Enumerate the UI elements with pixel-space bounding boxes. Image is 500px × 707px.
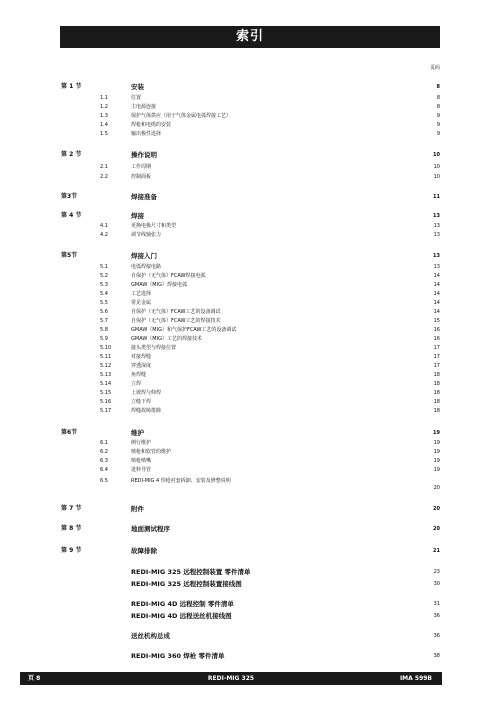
toc-section-row[interactable]: [0, 579, 500, 589]
toc-item-number: 5.6: [100, 309, 108, 315]
toc-item-number: 2.1: [100, 164, 108, 170]
toc-subsection-row[interactable]: [0, 162, 500, 172]
toc-page-number: 15: [433, 318, 440, 324]
toc-section-label: 第 7 节: [61, 505, 82, 512]
toc-item-title: 喷枪喷嘴: [131, 458, 152, 464]
footer-model-name: REDI-MIG 325: [207, 675, 255, 682]
toc-page-number: 8: [436, 104, 440, 110]
toc-page-number: 19: [433, 467, 440, 473]
toc-item-number: 5.3: [100, 282, 108, 288]
toc-item-title: GMAW（MIG）焊接电弧: [131, 282, 187, 288]
toc-page-number: 14: [433, 291, 440, 297]
footer-page-number: 页 8: [28, 675, 41, 682]
toc-item-title: 输出极性选择: [131, 131, 162, 137]
toc-item-title: 送丝机构总成: [131, 632, 170, 640]
toc-item-title: 焊接准备: [131, 193, 157, 201]
toc-item-title: 立缝下焊: [131, 399, 152, 405]
toc-page-number: 8: [436, 95, 440, 101]
toc-page-number: 13: [433, 232, 440, 238]
toc-page-number: 10: [433, 152, 440, 158]
toc-item-number: 6.2: [100, 449, 108, 455]
toc-item-title: 工艺选择: [131, 291, 152, 297]
toc-item-title: 焊缝故障排除: [131, 408, 162, 414]
toc-item-number: 5.8: [100, 327, 108, 333]
toc-page-number: 20: [433, 526, 440, 532]
toc-item-number: 1.1: [100, 95, 108, 101]
toc-page-number: 13: [433, 264, 440, 270]
toc-item-number: 5.1: [100, 264, 108, 270]
toc-page-number: 19: [433, 440, 440, 446]
toc-subsection-row[interactable]: [0, 483, 500, 493]
toc-item-title: REDI-MIG 360 焊枪 零件清单: [131, 652, 225, 660]
toc-item-number: 6.4: [100, 467, 108, 473]
toc-item-number: 2.2: [100, 174, 108, 180]
toc-page-number: 16: [433, 327, 440, 333]
toc-item-number: 5.16: [100, 399, 112, 405]
toc-item-title: 立焊: [131, 381, 142, 387]
toc-section-row[interactable]: [0, 567, 500, 577]
toc-section-row[interactable]: [0, 192, 500, 202]
toc-section-row[interactable]: [0, 611, 500, 621]
toc-item-number: 6.3: [100, 458, 108, 464]
toc-section-label: 第3节: [61, 193, 78, 200]
toc-item-number: 5.7: [100, 318, 108, 324]
toc-section-row[interactable]: [0, 546, 500, 556]
toc-item-number: 5.9: [100, 336, 108, 342]
toc-page-number: 18: [433, 408, 440, 414]
toc-page-number: 31: [433, 601, 440, 607]
toc-item-title: 调节线轴张力: [131, 232, 162, 238]
toc-page-number: 23: [433, 569, 440, 575]
toc-item-title: 位置: [131, 95, 142, 101]
toc-item-title: 焊枪和电缆的安装: [131, 122, 172, 128]
toc-item-title: 例行维护: [131, 440, 152, 446]
toc-item-number: 1.4: [100, 122, 108, 128]
toc-item-number: 5.15: [100, 390, 112, 396]
toc-page-number: 20: [433, 506, 440, 512]
toc-item-title: 上坡焊与仰焊: [131, 390, 162, 396]
toc-page-number: 38: [433, 653, 440, 659]
toc-subsection-row[interactable]: [0, 172, 500, 182]
toc-section-label: 第5节: [61, 252, 78, 259]
toc-section-row[interactable]: [0, 504, 500, 514]
toc-item-number: 6.1: [100, 440, 108, 446]
toc-page-number: 18: [433, 381, 440, 387]
toc-item-title: 故障排除: [131, 547, 157, 555]
toc-page-number: 13: [433, 223, 440, 229]
toc-item-title: 电弧焊接电路: [131, 264, 162, 270]
toc-item-title: 主电源连接: [131, 104, 157, 110]
toc-page-number: 14: [433, 273, 440, 279]
toc-item-title: 喷枪和软管的维护: [131, 449, 172, 455]
toc-item-title: 接头类型与焊接位置: [131, 345, 177, 351]
toc-item-title: 焊接入门: [131, 252, 157, 260]
toc-item-title: REDI-MIG 4 焊枪衬套拆卸、安装及修整说明: [131, 478, 231, 484]
toc-item-number: 4.1: [100, 223, 108, 229]
toc-section-row[interactable]: [0, 428, 500, 438]
toc-page-number: 18: [433, 372, 440, 378]
toc-page-number: 17: [433, 345, 440, 351]
toc-page-number: 14: [433, 309, 440, 315]
toc-page-number: 36: [433, 613, 440, 619]
toc-page-number: 9: [436, 131, 440, 137]
toc-item-number: 1.5: [100, 131, 108, 137]
toc-page-number: 16: [433, 336, 440, 342]
toc-section-row[interactable]: [0, 599, 500, 609]
toc-item-title: 自保护（无气体）FCAW工艺的焊接技术: [131, 318, 221, 324]
toc-page-number: 10: [433, 174, 440, 180]
toc-item-title: 进料导管: [131, 467, 152, 473]
toc-item-title: 自保护（无气体）FCAW工艺的设备调试: [131, 309, 221, 315]
toc-item-number: 5.10: [100, 345, 112, 351]
toc-page-number: 21: [433, 548, 440, 554]
toc-item-number: 1.3: [100, 113, 108, 119]
toc-item-title: 对接焊缝: [131, 354, 152, 360]
toc-page-number: 17: [433, 363, 440, 369]
toc-item-number: 5.14: [100, 381, 112, 387]
toc-item-number: 5.12: [100, 363, 112, 369]
toc-item-number: 5.4: [100, 291, 108, 297]
toc-item-title: 常见金属: [131, 300, 152, 306]
toc-page-number: 14: [433, 282, 440, 288]
toc-section-label: 第 9 节: [61, 547, 82, 554]
toc-page-number: 8: [436, 84, 440, 90]
toc-item-number: 6.5: [100, 478, 108, 484]
toc-page-number: 30: [433, 581, 440, 587]
toc-page-number: 18: [433, 399, 440, 405]
toc-item-number: 5.5: [100, 300, 108, 306]
toc-item-title: 地面测试程序: [131, 525, 170, 533]
toc-section-label: 第 4 节: [61, 212, 82, 219]
toc-section-row[interactable]: [0, 524, 500, 534]
toc-item-number: 5.2: [100, 273, 108, 279]
toc-page-number: 17: [433, 354, 440, 360]
toc-section-row[interactable]: [0, 251, 500, 261]
toc-section-label: 第6节: [61, 429, 78, 436]
toc-item-number: 4.2: [100, 232, 108, 238]
toc-page-number: 19: [433, 430, 440, 436]
toc-item-number: 5.11: [100, 354, 112, 360]
toc-section-label: 第 1 节: [61, 83, 82, 90]
toc-item-title: 附件: [131, 505, 144, 513]
toc-section-label: 第 2 节: [61, 151, 82, 158]
toc-page-number: 19: [433, 449, 440, 455]
toc-subsection-row[interactable]: [0, 406, 500, 416]
toc-item-title: 安装: [131, 83, 144, 91]
toc-page-number: 36: [433, 633, 440, 639]
toc-item-title: 操作说明: [131, 151, 157, 159]
toc-item-title: GMAW（MIG）和气保护FCAW工艺的设备调试: [131, 327, 237, 333]
toc-item-number: 1.2: [100, 104, 108, 110]
toc-page-number: 13: [433, 253, 440, 259]
toc-item-title: 更换电极尺寸和类型: [131, 223, 177, 229]
toc-page-number: 20: [433, 485, 440, 491]
toc-page-number: 18: [433, 390, 440, 396]
toc-item-title: REDI-MIG 325 远程控制装置 零件清单: [131, 568, 251, 576]
toc-item-title: 工作周期: [131, 164, 152, 170]
toc-section-row[interactable]: [0, 211, 500, 221]
toc-item-title: GMAW（MIG）工艺的焊接技术: [131, 336, 202, 342]
toc-page-number: 19: [433, 458, 440, 464]
toc-page-number: 13: [433, 213, 440, 219]
toc-item-title: REDI-MIG 4D 远程送丝机接线图: [131, 612, 232, 620]
toc-item-number: 5.13: [100, 372, 112, 378]
toc-section-row[interactable]: [0, 631, 500, 641]
toc-item-title: REDI-MIG 4D 远程控制 零件清单: [131, 600, 234, 608]
toc-subsection-row[interactable]: [0, 129, 500, 139]
toc-page-number: 9: [436, 122, 440, 128]
toc-item-title: 维护: [131, 429, 144, 437]
toc-item-title: 控制面板: [131, 174, 152, 180]
page-title: 索引: [60, 26, 440, 48]
toc-page-number: 11: [433, 194, 440, 200]
toc-section-label: 第 8 节: [61, 525, 82, 532]
toc-item-number: 5.17: [100, 408, 112, 414]
toc-item-title: 穿透深度: [131, 363, 152, 369]
toc-section-row[interactable]: [0, 651, 500, 661]
toc-item-title: REDI-MIG 325 远程控制装置接线图: [131, 580, 242, 588]
toc-item-title: 角焊缝: [131, 372, 147, 378]
toc-section-row[interactable]: [0, 150, 500, 160]
toc-item-title: 保护气体供应（用于气体金属电弧焊接工艺）: [131, 113, 232, 119]
toc-item-title: 焊接: [131, 212, 144, 220]
toc-item-title: 自保护（无气体）FCAW焊接电弧: [131, 273, 206, 279]
page-column-label: 页码: [429, 65, 440, 71]
toc-subsection-row[interactable]: [0, 230, 500, 240]
toc-subsection-row[interactable]: [0, 465, 500, 475]
toc-page-number: 9: [436, 113, 440, 119]
footer-bar: [20, 672, 442, 685]
toc-page-number: 10: [433, 164, 440, 170]
toc-page-number: 14: [433, 300, 440, 306]
footer-doc-code: IMA 599B: [399, 675, 432, 682]
toc-section-row[interactable]: [0, 82, 500, 92]
